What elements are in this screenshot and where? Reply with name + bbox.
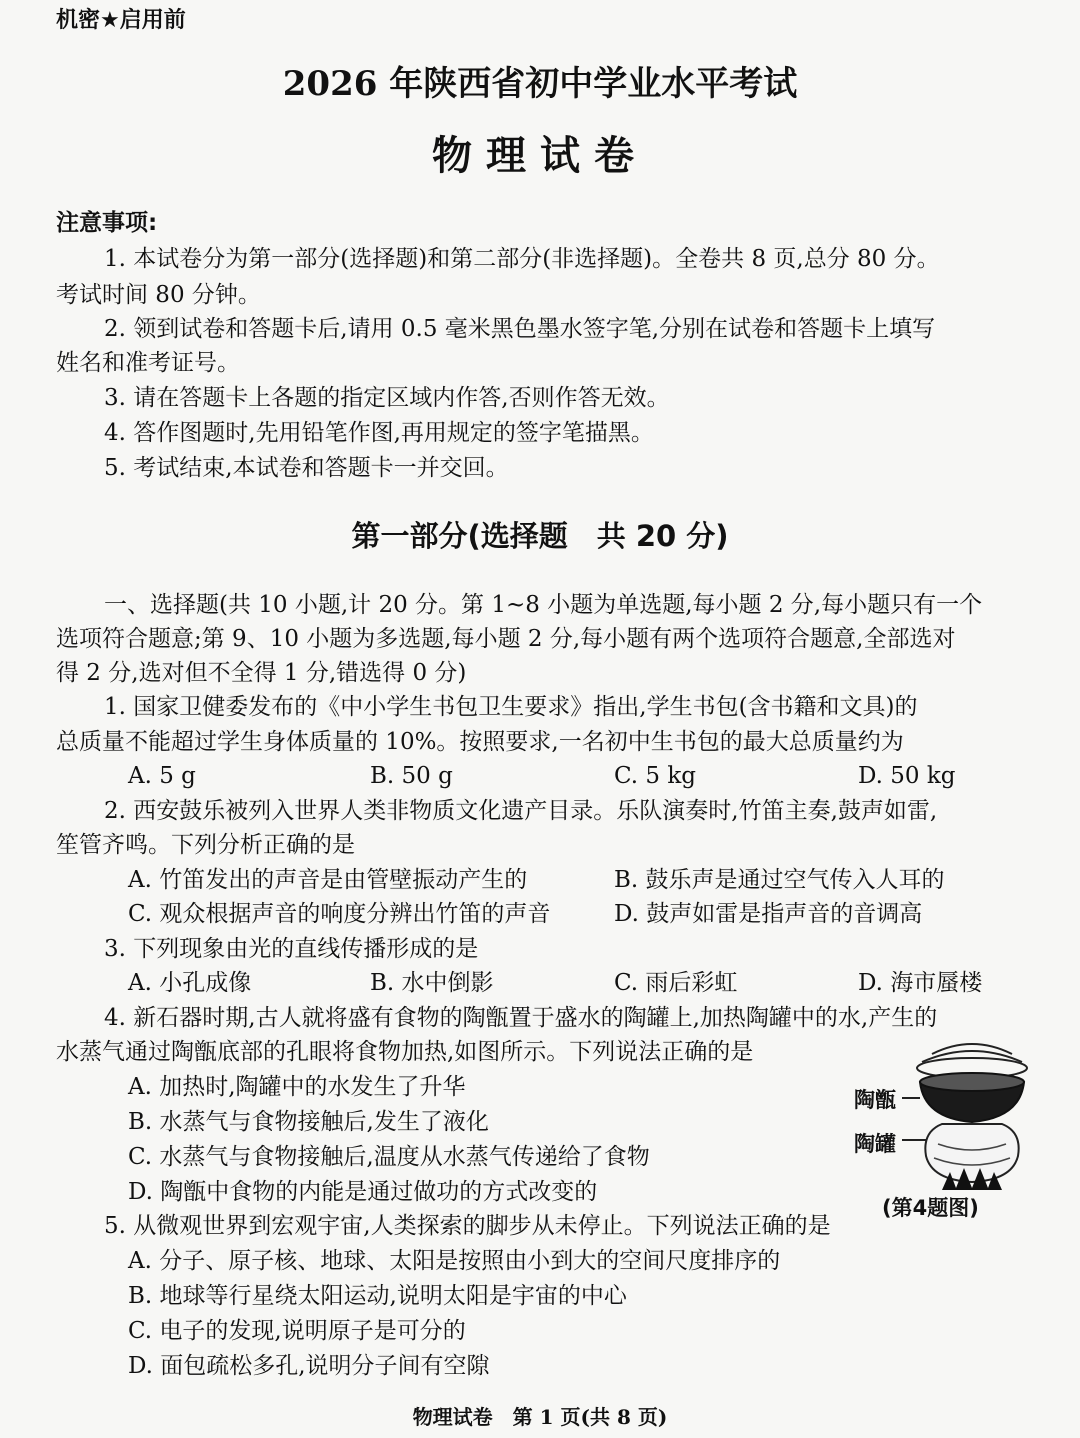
notice-item-1-cont: 考试时间 80 分钟。	[56, 282, 261, 308]
figure-caption: (第4题图)	[882, 1196, 979, 1220]
question-4-option-d: D. 陶甑中食物的内能是通过做功的方式改变的	[128, 1179, 598, 1205]
question-5-option-b: B. 地球等行星绕太阳运动,说明太阳是宇宙的中心	[128, 1283, 627, 1309]
notice-item-2: 2. 领到试卷和答题卡后,请用 0.5 毫米黑色墨水签字笔,分别在试卷和答题卡上填写	[104, 316, 936, 342]
part-one-title: 第一部分(选择题 共 20 分)	[351, 519, 729, 553]
notice-title: 注意事项:	[56, 210, 158, 236]
figure-label-guan: 陶罐	[854, 1132, 896, 1156]
question-5-option-c: C. 电子的发现,说明原子是可分的	[128, 1318, 466, 1344]
section-intro-line-1: 一、选择题(共 10 小题,计 20 分。第 1~8 小题为单选题,每小题 2 分,每小题只有一个	[104, 592, 983, 618]
question-3-option-a: A. 小孔成像	[128, 970, 252, 996]
exam-title: 2026 年陕西省初中学业水平考试	[282, 64, 798, 104]
question-4-option-c: C. 水蒸气与食物接触后,温度从水蒸气传递给了食物	[128, 1144, 650, 1170]
question-5-option-a: A. 分子、原子核、地球、太阳是按照由小到大的空间尺度排序的	[128, 1248, 781, 1274]
question-2-stem: 2. 西安鼓乐被列入世界人类非物质文化遗产目录。乐队演奏时,竹笛主奏,鼓声如雷,	[104, 798, 938, 824]
notice-item-4: 4. 答作图题时,先用铅笔作图,再用规定的签字笔描黑。	[104, 420, 654, 446]
section-intro-line-3: 得 2 分,选对但不全得 1 分,错选得 0 分)	[56, 660, 467, 686]
confidential-label: 机密★启用前	[56, 8, 186, 33]
question-3-stem: 3. 下列现象由光的直线传播形成的是	[104, 936, 479, 962]
question-2-option-b: B. 鼓乐声是通过空气传入人耳的	[614, 867, 945, 893]
question-1-stem: 1. 国家卫健委发布的《中小学生书包卫生要求》指出,学生书包(含书籍和文具)的	[104, 694, 918, 720]
notice-item-1: 1. 本试卷分为第一部分(选择题)和第二部分(非选择题)。全卷共 8 页,总分 80 分。	[104, 246, 940, 272]
question-2-option-c: C. 观众根据声音的响度分辨出竹笛的声音	[128, 901, 551, 927]
steamer-pot-illustration	[902, 1032, 1042, 1192]
question-2-option-d: D. 鼓声如雷是指声音的音调高	[614, 901, 923, 927]
question-1-option-c: C. 5 kg	[614, 763, 697, 789]
question-4-option-b: B. 水蒸气与食物接触后,发生了液化	[128, 1109, 489, 1135]
page-footer: 物理试卷 第 1 页(共 8 页)	[412, 1405, 668, 1429]
notice-item-3: 3. 请在答题卡上各题的指定区域内作答,否则作答无效。	[104, 385, 670, 411]
question-4-stem-cont: 水蒸气通过陶甑底部的孔眼将食物加热,如图所示。下列说法正确的是	[56, 1039, 754, 1065]
notice-item-2-cont: 姓名和准考证号。	[56, 350, 240, 376]
question-4-option-a: A. 加热时,陶罐中的水发生了升华	[128, 1074, 466, 1100]
notice-item-5: 5. 考试结束,本试卷和答题卡一并交回。	[104, 455, 509, 481]
question-1-stem-cont: 总质量不能超过学生身体质量的 10%。按照要求,一名初中生书包的最大总质量约为	[56, 729, 904, 755]
question-2-stem-cont: 笙管齐鸣。下列分析正确的是	[56, 832, 355, 858]
question-1-option-d: D. 50 kg	[858, 763, 956, 789]
paper-title: 物理试卷	[432, 133, 648, 179]
question-5-stem: 5. 从微观世界到宏观宇宙,人类探索的脚步从未停止。下列说法正确的是	[104, 1213, 831, 1239]
figure-label-zeng: 陶甑	[854, 1088, 896, 1112]
question-3-option-d: D. 海市蜃楼	[858, 970, 983, 996]
question-1-option-a: A. 5 g	[128, 763, 196, 789]
question-3-option-b: B. 水中倒影	[370, 970, 494, 996]
question-4-figure	[842, 1032, 1042, 1222]
question-4-stem: 4. 新石器时期,古人就将盛有食物的陶甑置于盛水的陶罐上,加热陶罐中的水,产生的	[104, 1005, 938, 1031]
section-intro-line-2: 选项符合题意;第 9、10 小题为多选题,每小题 2 分,每小题有两个选项符合题意,全部选对	[56, 626, 956, 652]
question-1-option-b: B. 50 g	[370, 763, 453, 789]
question-5-option-d: D. 面包疏松多孔,说明分子间有空隙	[128, 1353, 490, 1379]
question-2-option-a: A. 竹笛发出的声音是由管壁振动产生的	[128, 867, 528, 893]
question-3-option-c: C. 雨后彩虹	[614, 970, 738, 996]
